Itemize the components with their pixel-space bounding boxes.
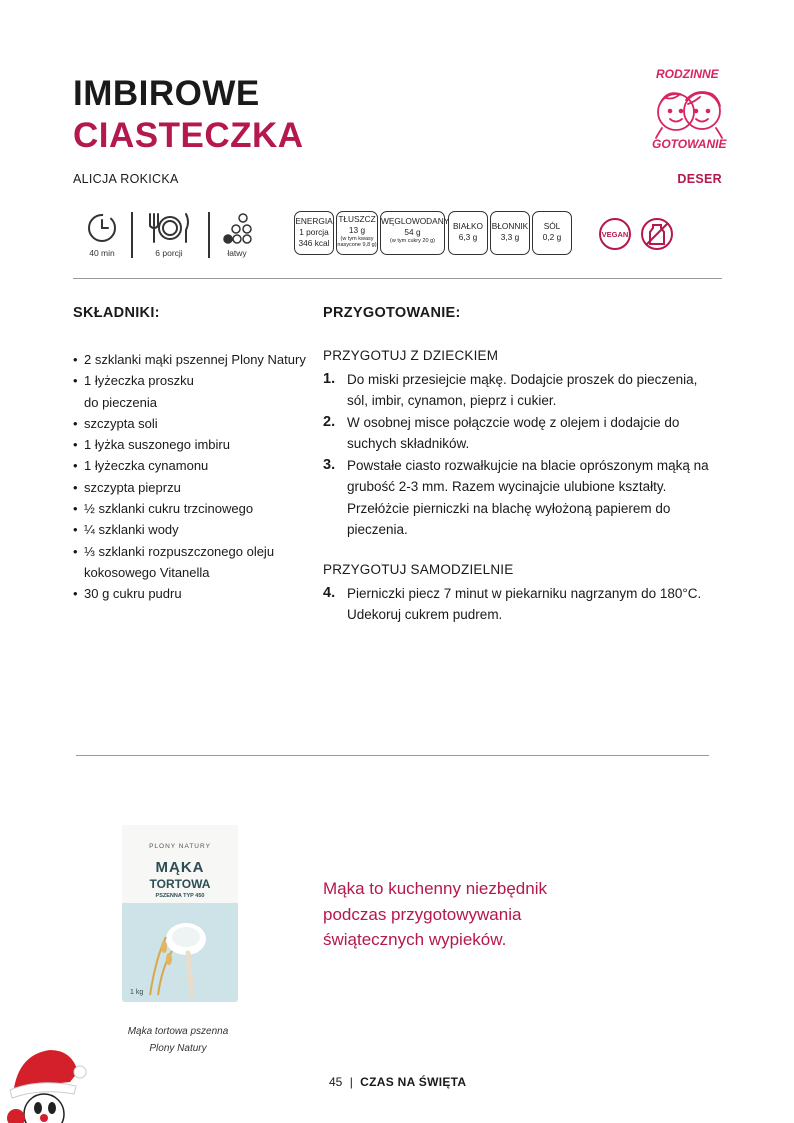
section-name: CZAS NA ŚWIĘTA [360, 1075, 467, 1089]
ingredient-item: • szczypta soli [73, 413, 313, 434]
package-type: PSZENNA TYP 450 [155, 893, 205, 899]
ingredient-item: • ½ szklanki cukru trzcinowego [73, 498, 313, 519]
ingredient-item: • 1 łyżeczka proszku do pieczenia [73, 370, 204, 413]
self-subheading: PRZYGOTUJ SAMODZIELNIE [323, 562, 514, 577]
clock-icon [86, 212, 118, 244]
title-line-1: IMBIROWE [73, 74, 260, 113]
header-divider [73, 278, 722, 279]
step-1: 1. Do miski przesiejcie mąkę. Dodajcie proszek do pieczenia, sól, imbir, cynamon, pieprz i cukier. [323, 371, 698, 409]
meta-divider [208, 212, 210, 258]
ingredient-item: • 2 szklanki mąki pszennej Plony Natury [73, 349, 313, 370]
page-number: 45 [329, 1075, 343, 1089]
nutrition-fat: TŁUSZCZ 13 g (w tym kwasy nasycone 9,8 g) [336, 211, 378, 255]
nutrition-fiber: BŁONNIK 3,3 g [490, 211, 530, 255]
ingredient-item: • szczypta pieprzu [73, 477, 313, 498]
author: ALICJA ROKICKA [73, 172, 179, 186]
portions-label: 6 porcji [155, 248, 183, 258]
difficulty-dots-icon [222, 212, 252, 244]
step-2: 2. W osobnej misce połączcie wodę z olejem i dodajcie do suchych składników. [323, 414, 680, 452]
difficulty-label: łatwy [227, 248, 247, 258]
nutrition-protein: BIAŁKO 6,3 g [448, 211, 488, 255]
ingredient-item: • 1 łyżka suszonego imbiru [73, 434, 313, 455]
cutlery-icon [146, 212, 192, 244]
flour-package-image [122, 825, 238, 1002]
vegan-icon: VEGAN [599, 218, 631, 250]
title-line-2: CIASTECZKA [73, 116, 304, 155]
nutrition-salt: SÓL 0,2 g [532, 211, 572, 255]
ingredient-item: • ¼ szklanki wody [73, 519, 313, 540]
ingredient-item: • 30 g cukru pudru [73, 583, 313, 604]
pull-quote: Mąka to kuchenny niezbędnik podczas przygotowywania świątecznych wypieków. [323, 879, 547, 949]
package-brand: PLONY NATURY [149, 843, 211, 850]
ingredients-list [73, 349, 313, 605]
meta-divider [131, 212, 133, 258]
nutrition-energy: ENERGIA 1 porcja 346 kcal [294, 211, 334, 255]
ingredient-item: • ⅓ szklanki rozpuszczonego oleju kokosowego Vitanella [73, 541, 284, 584]
family-faces-icon [652, 84, 726, 140]
step-3: 3. Powstałe ciasto rozwałkujcie na blacie oprószonym mąką na grubość 2-3 mm. Razem wycinajcie ulubione kształty. Przełóżcie pierniczki na blachę wyłożoną papierem do pieczenia. [323, 457, 709, 537]
with-child-subheading: PRZYGOTUJ Z DZIECKIEM [323, 348, 499, 363]
package-name-1: MĄKA [155, 859, 205, 876]
wheat-spoon-illustration [136, 917, 226, 997]
package-name-2: TORTOWA [149, 877, 211, 891]
category-label: DESER [677, 172, 722, 186]
santa-mascot-illustration [0, 1042, 92, 1123]
package-weight: 1 kg [130, 989, 144, 996]
section-divider [76, 755, 709, 756]
step-4: 4. Pierniczki piecz 7 minut w piekarniku nagrzanym do 180°C. Udekoruj cukrem pudrem. [323, 585, 702, 623]
product-caption: Mąka tortowa pszenna Plony Natury [127, 1026, 229, 1054]
preparation-heading: PRZYGOTOWANIE: [323, 305, 461, 321]
ingredient-item: • 1 łyżeczka cynamonu [73, 455, 313, 476]
badge-bottom-text: GOTOWANIE [652, 137, 727, 151]
no-milk-icon [640, 217, 674, 251]
page-footer: 45 | CZAS NA ŚWIĘTA [329, 1075, 467, 1089]
ingredients-heading: SKŁADNIKI: [73, 305, 160, 321]
time-label: 40 min [89, 248, 115, 258]
badge-top-text: RODZINNE [656, 67, 719, 81]
nutrition-carbs: WĘGLOWODANY 54 g (w tym cukry 20 g) [380, 211, 445, 255]
